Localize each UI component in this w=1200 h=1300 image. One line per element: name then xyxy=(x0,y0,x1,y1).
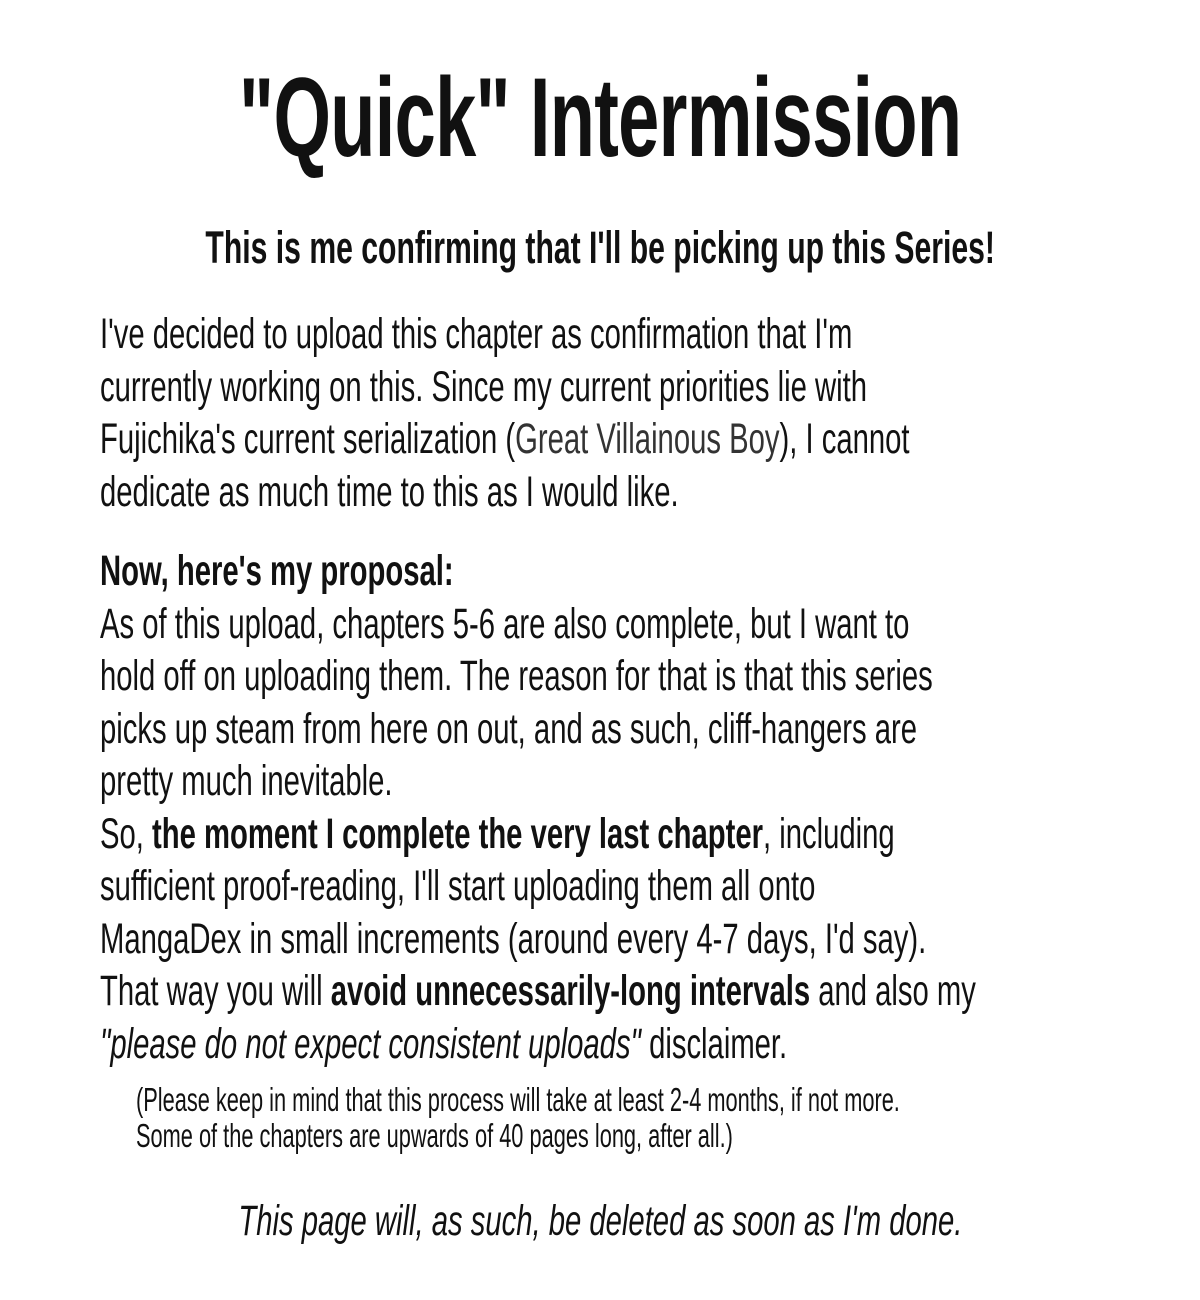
proposal-line: pretty much inevitable. xyxy=(100,757,393,805)
proposal-line: As of this upload, chapters 5-6 are also complete, but I want to xyxy=(100,599,910,648)
proposal-line: MangaDex in small increments (around every 4-7 days, I'd say). xyxy=(100,914,927,963)
proposal-text: disclaimer. xyxy=(640,1019,788,1068)
emphasis-text: the moment I complete the very last chapter xyxy=(152,809,763,858)
intro-line: I've decided to upload this chapter as confirmation that I'm xyxy=(100,310,853,358)
intro-line: dedicate as much time to this as I would like. xyxy=(100,467,679,516)
proposal-paragraph xyxy=(100,545,1100,1070)
note-line: Some of the chapters are upwards of 40 pages long, after all.) xyxy=(136,1117,733,1154)
proposal-text: and also my xyxy=(810,967,976,1015)
page-title xyxy=(0,55,1200,180)
intro-line xyxy=(100,413,910,466)
footer-note xyxy=(0,1197,1200,1245)
intro-text: ), I cannot xyxy=(779,415,910,463)
page-subtitle-text: This is me confirming that I'll be picking up this Series! xyxy=(205,222,995,273)
proposal-line: picks up steam from here on out, and as such, cliff-hangers are xyxy=(100,704,917,753)
intro-text: Fujichika's current serialization ( xyxy=(100,415,516,463)
proposal-text: So, xyxy=(100,809,153,858)
intro-paragraph xyxy=(100,308,1100,518)
page-title-text: "Quick" Intermission xyxy=(238,55,962,180)
proposal-line: sufficient proof-reading, I'll start uploading them all onto xyxy=(100,862,816,910)
proposal-heading: Now, here's my proposal: xyxy=(100,547,454,595)
proposal-line xyxy=(100,808,895,861)
emphasis-text: avoid unnecessarily-long intervals xyxy=(330,967,811,1015)
page-subtitle xyxy=(0,222,1200,273)
series-title: Great Villainous Boy xyxy=(515,415,780,463)
proposal-line: hold off on uploading them. The reason for that is that this series xyxy=(100,652,933,700)
proposal-text: , including xyxy=(763,809,895,858)
side-note xyxy=(136,1082,1096,1154)
quoted-disclaimer: "please do not expect consistent uploads" xyxy=(100,1019,641,1068)
proposal-line xyxy=(100,965,976,1018)
intro-line: currently working on this. Since my current priorities lie with xyxy=(100,362,868,411)
note-line: (Please keep in mind that this process will take at least 2-4 months, if not more. xyxy=(136,1081,900,1118)
proposal-line xyxy=(100,1018,788,1071)
footer-text: This page will, as such, be deleted as soon as I'm done. xyxy=(237,1197,963,1245)
proposal-text: That way you will xyxy=(100,967,331,1015)
